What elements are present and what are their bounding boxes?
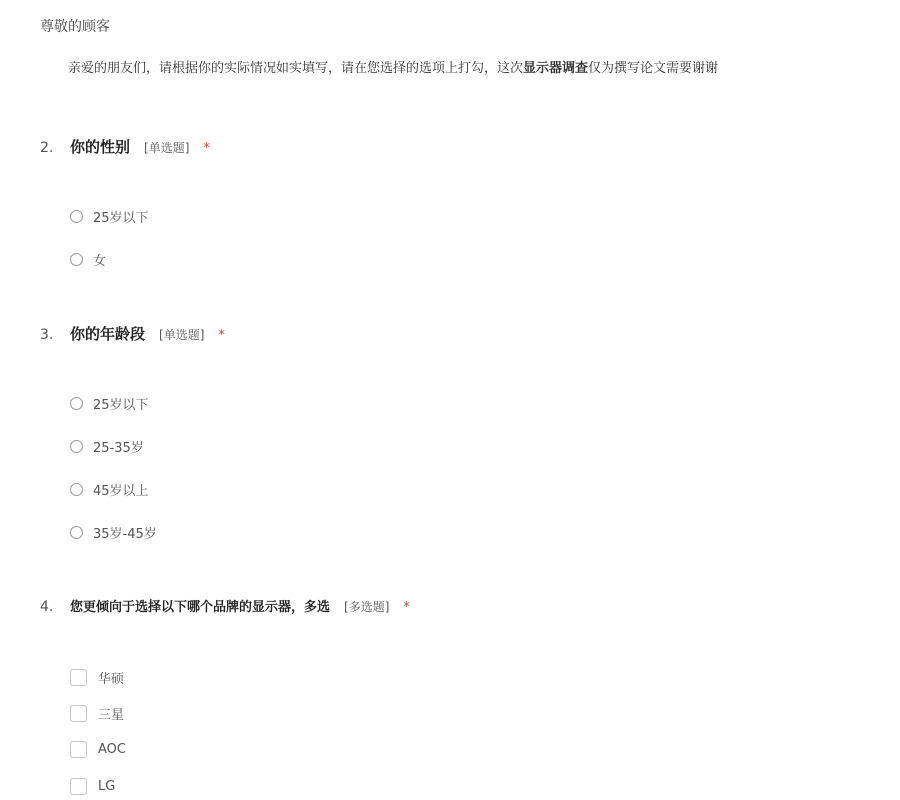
question-number: 3. bbox=[40, 327, 54, 343]
radio-button[interactable] bbox=[70, 526, 83, 539]
checkbox[interactable] bbox=[70, 741, 87, 758]
question-type: [单选题] bbox=[159, 328, 205, 342]
option-label: 45岁以上 bbox=[93, 484, 149, 499]
question-title: 您更倾向于选择以下哪个品牌的显示器，多选 bbox=[70, 600, 331, 615]
q3-option-4[interactable] bbox=[70, 523, 157, 542]
required-marker: * bbox=[218, 328, 225, 343]
required-marker: * bbox=[203, 141, 210, 156]
question-2-header bbox=[40, 136, 210, 157]
question-number: 4. bbox=[40, 599, 54, 615]
q4-option-2[interactable] bbox=[70, 704, 124, 723]
q2-option-1[interactable] bbox=[70, 207, 149, 226]
option-label: 女 bbox=[93, 254, 107, 269]
question-title: 你的年龄段 bbox=[70, 325, 146, 343]
intro-text-1: 亲爱的朋友们，请根据你的实际情况如实填写，请在您选择的选项上打勾，这次 bbox=[68, 61, 524, 76]
question-title: 你的性别 bbox=[70, 138, 131, 156]
intro-text-2: 仅为撰写论文需要谢谢 bbox=[588, 61, 719, 76]
question-number: 2. bbox=[40, 140, 54, 156]
checkbox[interactable] bbox=[70, 778, 87, 795]
survey-greeting: 尊敬的顾客 bbox=[40, 19, 110, 35]
option-label: 35岁-45岁 bbox=[93, 527, 157, 542]
radio-button[interactable] bbox=[70, 440, 83, 453]
radio-button[interactable] bbox=[70, 483, 83, 496]
q2-option-2[interactable] bbox=[70, 250, 106, 269]
intro-text-bold: 显示器调查 bbox=[523, 61, 589, 76]
option-label: AOC bbox=[98, 742, 126, 757]
radio-button[interactable] bbox=[70, 253, 83, 266]
q4-option-4[interactable] bbox=[70, 778, 115, 795]
question-4-header bbox=[40, 596, 410, 615]
checkbox[interactable] bbox=[70, 669, 87, 686]
option-label: 25岁以下 bbox=[93, 211, 149, 226]
option-label: 华硕 bbox=[98, 672, 125, 687]
radio-button[interactable] bbox=[70, 210, 83, 223]
checkbox[interactable] bbox=[70, 705, 87, 722]
q3-option-3[interactable] bbox=[70, 480, 149, 499]
option-label: 25岁以下 bbox=[93, 398, 149, 413]
q4-option-3[interactable] bbox=[70, 741, 126, 758]
radio-button[interactable] bbox=[70, 397, 83, 410]
question-3-header bbox=[40, 323, 225, 344]
survey-intro bbox=[68, 57, 718, 76]
required-marker: * bbox=[403, 600, 410, 615]
q3-option-2[interactable] bbox=[70, 437, 144, 456]
q4-option-1[interactable] bbox=[70, 668, 124, 687]
question-type: [单选题] bbox=[144, 141, 190, 155]
option-label: LG bbox=[98, 779, 116, 794]
option-label: 三星 bbox=[98, 708, 125, 723]
question-type: [多选题] bbox=[344, 600, 390, 614]
q3-option-1[interactable] bbox=[70, 394, 149, 413]
option-label: 25-35岁 bbox=[93, 441, 144, 456]
